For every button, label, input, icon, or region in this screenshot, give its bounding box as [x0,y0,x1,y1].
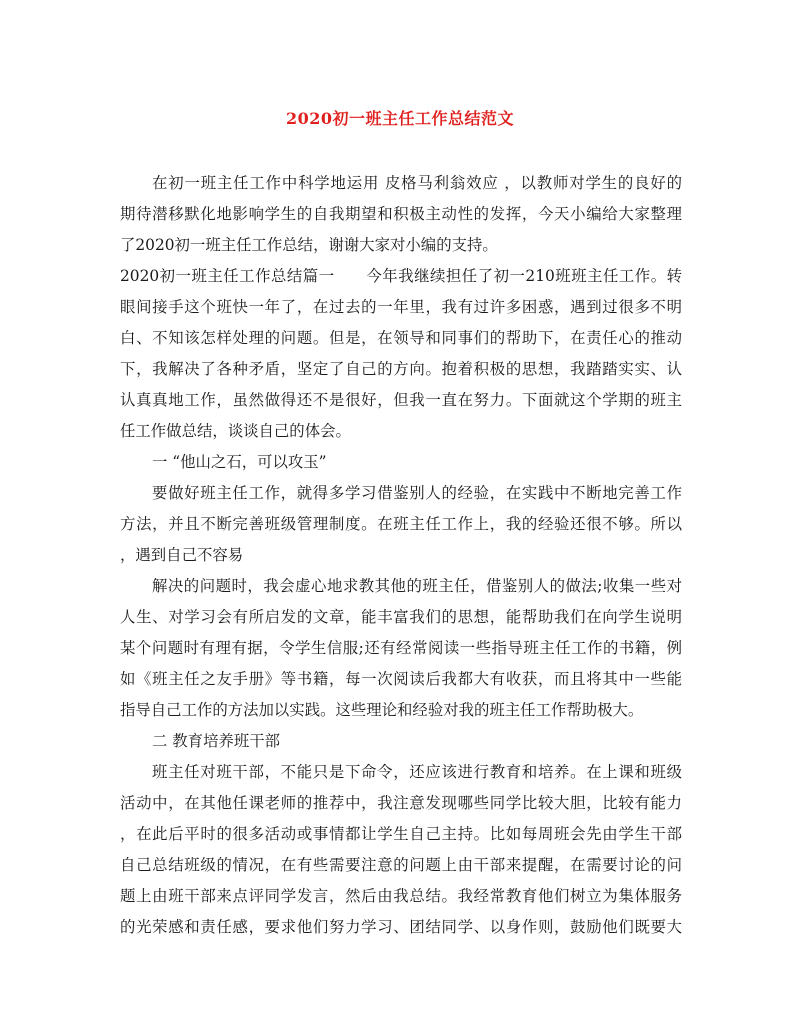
text-line: 解决的问题时，我会虚心地求教其他的班主任，借鉴别人的做法;收集一些对 [152,577,682,595]
text-line: 某个问题时有理有据，令学生信服;还有经常阅读一些指导班主任工作的书籍，例 [120,639,682,657]
section-heading: 一 “他山之石，可以攻玉” [152,453,327,471]
text-line: ，在此后平时的很多活动或事情都让学生自己主持。比如每周班会先由学生干部 [120,825,682,843]
text-line: 要做好班主任工作，就得多学习借鉴别人的经验，在实践中不断地完善工作 [152,484,682,502]
text-line: 指导自己工作的方法加以实践。这些理论和经验对我的班主任工作帮助极大。 [120,701,644,719]
text-line: ，遇到自己不容易 [120,546,244,564]
text-line: 认真真地工作，虽然做得还不是很好，但我一直在努力。下面就这个学期的班主 [120,391,682,409]
text-line: 任工作做总结，谈谈自己的体会。 [120,422,351,440]
section-heading: 二 教育培养班干部 [152,732,281,750]
text-line: 2020初一班主任工作总结篇一 今年我继续担任了初一210班班主任工作。转 [120,267,682,285]
text-line: 如《班主任之友手册》等书籍，每一次阅读后我都大有收获，而且将其中一些能 [120,670,682,688]
text-line: 在初一班主任工作中科学地运用 皮格马利翁效应 ，以教师对学生的良好的 [152,174,682,192]
text-line: 眼间接手这个班快一年了，在过去的一年里，我有过许多困惑，遇到过很多不明 [120,298,682,316]
text-line: 人生、对学习会有所启发的文章，能丰富我们的思想，能帮助我们在向学生说明 [120,608,682,626]
text-line: 的光荣感和责任感，要求他们努力学习、团结同学、以身作则，鼓励他们既要大 [120,918,682,936]
text-line: 白、不知该怎样处理的问题。但是，在领导和同事们的帮助下，在责任心的推动 [120,329,682,347]
text-line: 自己总结班级的情况，在有些需要注意的问题上由干部来提醒，在需要讨论的问 [120,856,682,874]
document-body [120,168,682,943]
text-line: 下，我解决了各种矛盾，坚定了自己的方向。抱着积极的思想，我踏踏实实、认 [120,360,682,378]
text-line: 活动中，在其他任课老师的推荐中，我注意发现哪些同学比较大胆，比较有能力 [120,794,682,812]
text-line: 期待潜移默化地影响学生的自我期望和积极主动性的发挥，今天小编给大家整理 [120,205,682,223]
text-line: 了2020初一班主任工作总结，谢谢大家对小编的支持。 [120,236,498,254]
document-title: 2020初一班主任工作总结范文 [285,109,515,128]
text-line: 班主任对班干部，不能只是下命令，还应该进行教育和培养。在上课和班级 [152,763,682,781]
text-line: 题上由班干部来点评同学发言，然后由我总结。我经常教育他们树立为集体服务 [120,887,682,905]
text-line: 方法，并且不断完善班级管理制度。在班主任工作上，我的经验还很不够。所以 [120,515,682,533]
